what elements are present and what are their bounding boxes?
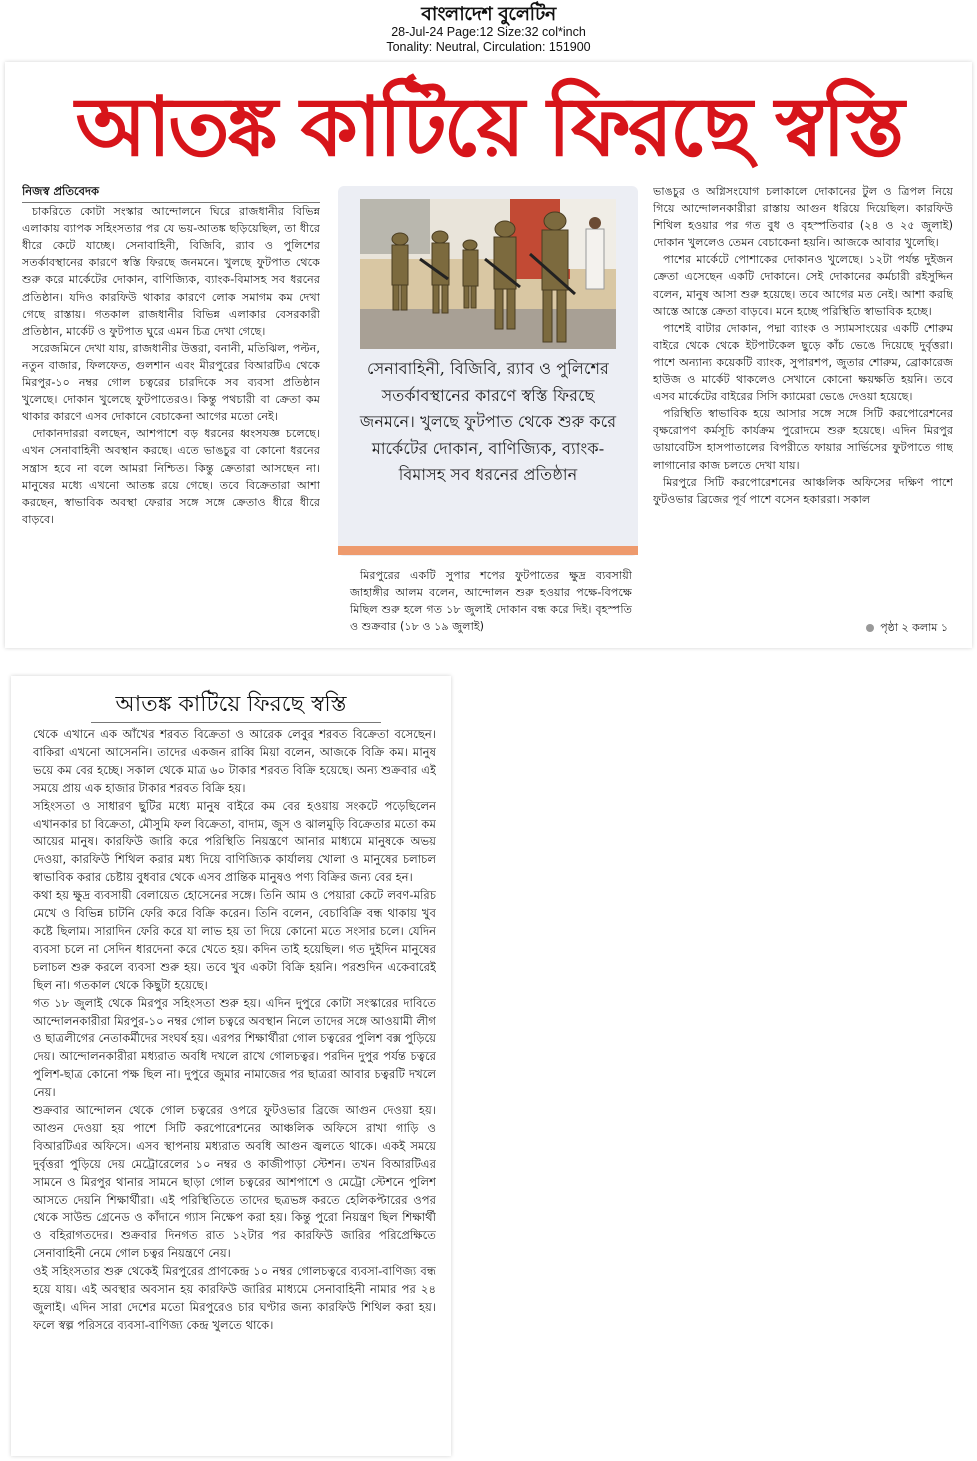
article-clipping [5,62,972,648]
soldiers-photo-illustration [360,199,616,349]
paragraph: পাশের মার্কেটে পোশাকের দোকানও খুলেছে। ১২টা পর্যন্ত দুইজন ক্রেতা এসেছেন একটি দোকানে। সেই দোকানের কর্মচারী রইসুদ্দিন বলেন, মানুষ আসা শুরু হয়েছে। তবে আগের মত নেই। আশা করছি আস্তে আস্তে ক্রেতা বাড়বে। মনে হচ্ছে পরিস্থিতি স্বাভাবিক হচ্ছে। [653,253,953,318]
paragraph: পরিস্থিতি স্বাভাবিক হয়ে আসার সঙ্গে সঙ্গে সিটি করপোরেশনের বৃক্ষরোপণ কর্মসূচি কার্যক্রম পুরোদমে শুরু হয়েছে। এদিন মিরপুর ডায়াবেটিস হাসপাতালের বিপরীতে ফায়ার সার্ভিসের ফুটপাতে গাছ লাগানোর কাজ চলতে দেখা যায়। [653,407,953,472]
continuation-text [33,726,436,1442]
continuation-clipping [11,676,451,1456]
paragraph: গত ১৮ জুলাই থেকে মিরপুর সহিংসতা শুরু হয়। এদিন দুপুরে কোটা সংস্কারের দাবিতে আন্দোলনকারীরা মিরপুর-১০ নম্বর গোল চত্বরে অবস্থান নিলে তাদের সঙ্গে আওয়ামী লীগ ও ছাত্রলীগের নেতাকর্মীদের সংঘর্ষ হয়। এরপর শিক্ষার্থীরা গোল চত্বরের পুলিশ বক্স পুড়িয়ে দেয়। আন্দোলনকারীরা মধ্যরাত অবধি দখলে রাখে গোলচত্বর। পরদিন দুপুর পর্যন্ত চত্বরে পুলিশ-ছাত্র কোনো পক্ষ ছিল না। দুপুরে জুমার নামাজের পর ছাত্ররা আবার চত্বরটি দখলে নেয়। [33,995,436,1100]
paragraph: মিরপুরে সিটি করপোরেশনের আঞ্চলিক অফিসের দক্ষিণ পাশে ফুটওভার ব্রিজের পূর্ব পাশে বসেন হকাররা। সকাল [653,475,953,506]
continuation-title: আতঙ্ক কাটিয়ে ফিরছে স্বস্তি [115,692,347,717]
publication-name: বাংলাদেশ বুলেটিন [421,3,556,25]
article-column-2-text [350,567,632,635]
paragraph: দোকানদাররা বলছেন, আশপাশে বড় ধরনের ধ্বংসযজ্ঞ চলেছে। এখন সেনাবাহিনী অবস্থান করছে। এতে ভাঙচুর বা কোনো ধরনের সন্ত্রাস হবে না বলে আমরা নিশ্চিত। কিন্তু ক্রেতারা আসছেন না। মানুষের মধ্যে এখনো আতঙ্ক রয়ে গেছে। তবে বিক্রেতারা আশা করছেন, স্বাভাবিক অবস্থা ফেরার সঙ্গে সঙ্গে ক্রেতাও ধীরে ধীরে বাড়বে। [22,427,320,526]
pull-quote-accent-bar [338,546,638,555]
page-reference [866,619,948,638]
pull-quote-box [338,186,638,556]
paragraph: থেকে এখানে এক আঁখের শরবত বিক্রেতা ও আরেক লেবুর শরবত বিক্রেতা বসেছেন। বাকিরা এখনো আসেননি। তাদের একজন রাব্বি মিয়া বলেন, আজকে বিক্রি কম। মানুষ ভয়ে কম বের হচ্ছে। সকাল থেকে মাত্র ৬০ টাকার শরবত বিক্রি হয়েছে। অন্য শুক্রবার এই সময়ে প্রায় এক হাজার টাকার শরবত বিক্রি হয়। [33,727,436,795]
soldiers-photo [360,199,616,349]
paragraph: শুক্রবার আন্দোলন থেকে গোল চত্বরের ওপরে ফুটওভার ব্রিজে আগুন দেওয়া হয়। আগুন দেওয়া হয় পাশে সিটি করপোরেশনের আঞ্চলিক অফিসে রাখা গাড়ি ও বিআরটিএর অফিসে। এসব স্থাপনায় মধ্যরাত অবধি আগুন জ্বলতে থাকে। একই সময়ে দুর্বৃত্তরা পুড়িয়ে দেয় মেট্রোরেলের ১০ নম্বর ও কাজীপাড়া স্টেশন। তখন বিআরটিএর সামনে ও মিরপুর থানার সামনে ছাড়া গোল চত্বরের আশপাশে ও মেট্রো স্টেশনে পুলিশ আসতে দেয়নি শিক্ষার্থীরা। এই পরিস্থিতিতে তাদের ছত্রভঙ্গ করতে হেলিকপ্টারের ওপর থেকে সাউন্ড গ্রেনেড ও কাঁদানে গ্যাস নিক্ষেপ করা হয়। কিন্তু পুরো নিয়ন্ত্রণ ছিল শিক্ষার্থী ও বহিরাগতদের। শুক্রবার দিনগত রাত ১২টার পর কারফিউ জারির পরিপ্রেক্ষিতে সেনাবাহিনী নেমে গোল চত্বর নিয়ন্ত্রণে নেয়। [33,1103,436,1261]
clip-meta-line-2: Tonality: Neutral, Circulation: 151900 [386,40,591,54]
byline: নিজস্ব প্রতিবেদক [22,183,320,203]
clip-meta-line-1: 28-Jul-24 Page:12 Size:32 col*inch [391,25,586,39]
paragraph: সরেজমিনে দেখা যায়, রাজধানীর উত্তরা, বনানী, মতিঝিল, পল্টন, নতুন বাজার, ফিলফেত, গুলশান এবং মীরপুরের বিআরটিএ থেকে মিরপুর-১০ নম্বর গোল চত্বরের চারদিকে সব ব্যবসা প্রতিষ্ঠান খুলেছে। দোকান খুলেছে ফুটপাতেরও। কিন্তু পথচারী বা ক্রেতা কম থাকার কারণে এসব দোকানে বেচাকেনা আগের মতো নেই। [22,341,320,424]
paragraph: কথা হয় ক্ষুদ্র ব্যবসায়ী বেলায়েত হোসেনের সঙ্গে। তিনি আম ও পেয়ারা কেটে লবণ-মরিচ মেখে ও বিভিন্ন চাটনি ফেরি করে বিক্রি করেন। তিনি বলেন, বেচাবিক্রি বন্ধ থাকায় খুব কষ্টে ছিলাম। সারাদিন ফেরি করে যা লাভ হয় তা দিয়ে কোনো মতে সংসার চলে। যেদিন ব্যবসা চলে না সেদিন ধারদেনা করে খেতে হয়। কদিন তাই হয়েছিল। গত দুইদিন মানুষের চলাচল শুরু করলে ব্যবসা শুরু হয়। তবে খুব একটা বিক্রি হয়নি। পরশুদিন একেবারেই ছিল না। গতকাল থেকে কিছুটা হয়েছে। [33,888,436,992]
article-headline: আতঙ্ক কাটিয়ে ফিরছে স্বস্তি [75,80,902,175]
bullet-icon [866,624,874,632]
paragraph: ওই সহিংসতার শুরু থেকেই মিরপুরের প্রাণকেন্দ্র ১০ নম্বর গোলচত্বরে ব্যবসা-বাণিজ্য বন্ধ হয়ে যায়। এই অবস্থার অবসান হয় কারফিউ জারির মাধ্যমে সেনাবাহিনী নামার পর ২৪ জুলাই। এদিন সারা দেশের মতো মিরপুরেও চার ঘণ্টার জন্য কারফিউ শিথিল করা হয়। ফলে স্বল্প পরিসরে ব্যবসা-বাণিজ্য কেন্দ্র খুলতে থাকে। [33,1264,436,1332]
article-column-3 [653,183,953,643]
paragraph: চাকরিতে কোটা সংস্কার আন্দোলনে ঘিরে রাজধানীর বিভিন্ন এলাকায় ব্যাপক সহিংসতার পর যে ভয়-আতঙ্ক ছড়িয়েছিল, তা ধীরে ধীরে কেটে যাচ্ছে। সেনাবাহিনী, বিজিবি, র‍্যাব ও পুলিশের সতর্কাবস্থানের কারণে স্বস্তি ফিরছে জনমনে। খুলছে ফুটপাত থেকে শুরু করে মার্কেটের দোকান, বাণিজ্যিক, ব্যাংক-বিমাসহ সব ধরনের প্রতিষ্ঠান। যদিও কারফিউ থাকার কারণে লোক সমাগম কম দেখা গেছে রাস্তায়। গতকাল রাজধানীর বিভিন্ন এলাকার বেসরকারী প্রতিষ্ঠান, মার্কেট ও ফুটপাত ঘুরে এমন চিত্র দেখা গেছে। [22,205,320,338]
masthead [0,0,977,60]
title-underline [91,722,381,723]
paragraph: সহিংসতা ও সাধারণ ছুটির মধ্যে মানুষ বাইরে কম বের হওয়ায় সংকটে পড়েছিলেন এখানকার চা বিক্রেতা, মৌসুমি ফল বিক্রেতা, বাদাম, জুস ও ঝালমুড়ি বিক্রেতার মতো কম আয়ের মানুষ। কারফিউ জারি করে পরিস্থিতি নিয়ন্ত্রণে আনার মাধ্যমে মানুষকে অভয় দেওয়া, কারফিউ শিথিল করার মধ্য দিয়ে বাণিজ্যিক কার্যালয় খোলা ও মানুষের চলাচল স্বাভাবিক করার চেষ্টায় বুধবার থেকে এসব প্রান্তিক মানুষও পণ্য বিক্রির জন্য বের হন। [33,798,436,885]
pull-quote: সেনাবাহিনী, বিজিবি, র‍্যাব ও পুলিশের সতর্কাবস্থানের কারণে স্বস্তি ফিরছে জনমনে। খুলছে ফুটপাত থেকে শুরু করে মার্কেটের দোকান, বাণিজ্যিক, ব্যাংক-বিমাসহ সব ধরনের প্রতিষ্ঠান [359,359,617,484]
paragraph: ভাঙচুর ও অগ্নিসংযোগ চলাকালে দোকানের টুল ও ত্রিপল নিয়ে গিয়ে আন্দোলনকারীরা রাস্তায় আগুন ধরিয়ে দিয়েছিল। কারফিউ শিথিল হওয়ার পর গত বুধ ও বৃহস্পতিবার (২৪ ও ২৫ জুলাই) দোকান খুললেও তেমন বেচাকেনা হয়নি। আজকে আবার খুলেছি। [653,185,953,250]
paragraph: পাশেই বাটার দোকান, পদ্মা ব্যাংক ও স্যামসাংয়ের একটি শোরুম বাইরে থেকে থেকে ইটপাটকেল ছুড়ে কাঁচ ভেঙে দিয়েছে দুর্বৃত্তরা। পাশে অন্যান্য কয়েকটি ব্যাংক, সুপারশপ, জুতার শোরুম, ব্রোকারেজ হাউজ ও মার্কেট থাকলেও সেখানে কোনো ক্ষয়ক্ষতি হয়নি। তবে এসব মার্কেটের বাইরের সিসি ক্যামেরা ভেঙে দেওয়া হয়েছে। [653,321,953,404]
page-reference-text: পৃষ্ঠা ২ কলাম ১ [880,621,948,634]
paragraph: মিরপুরের একটি সুপার শপের ফুটপাতের ক্ষুদ্র ব্যবসায়ী জাহাঙ্গীর আলম বলেন, আন্দোলন শুরু হওয়ার পক্ষে-বিপক্ষে মিছিল শুরু হলে গত ১৮ জুলাই দোকান বন্ধ করে দিই। বৃহস্পতি ও শুক্রবার (১৮ ও ১৯ জুলাই) [350,569,632,634]
article-column-1 [22,183,320,643]
